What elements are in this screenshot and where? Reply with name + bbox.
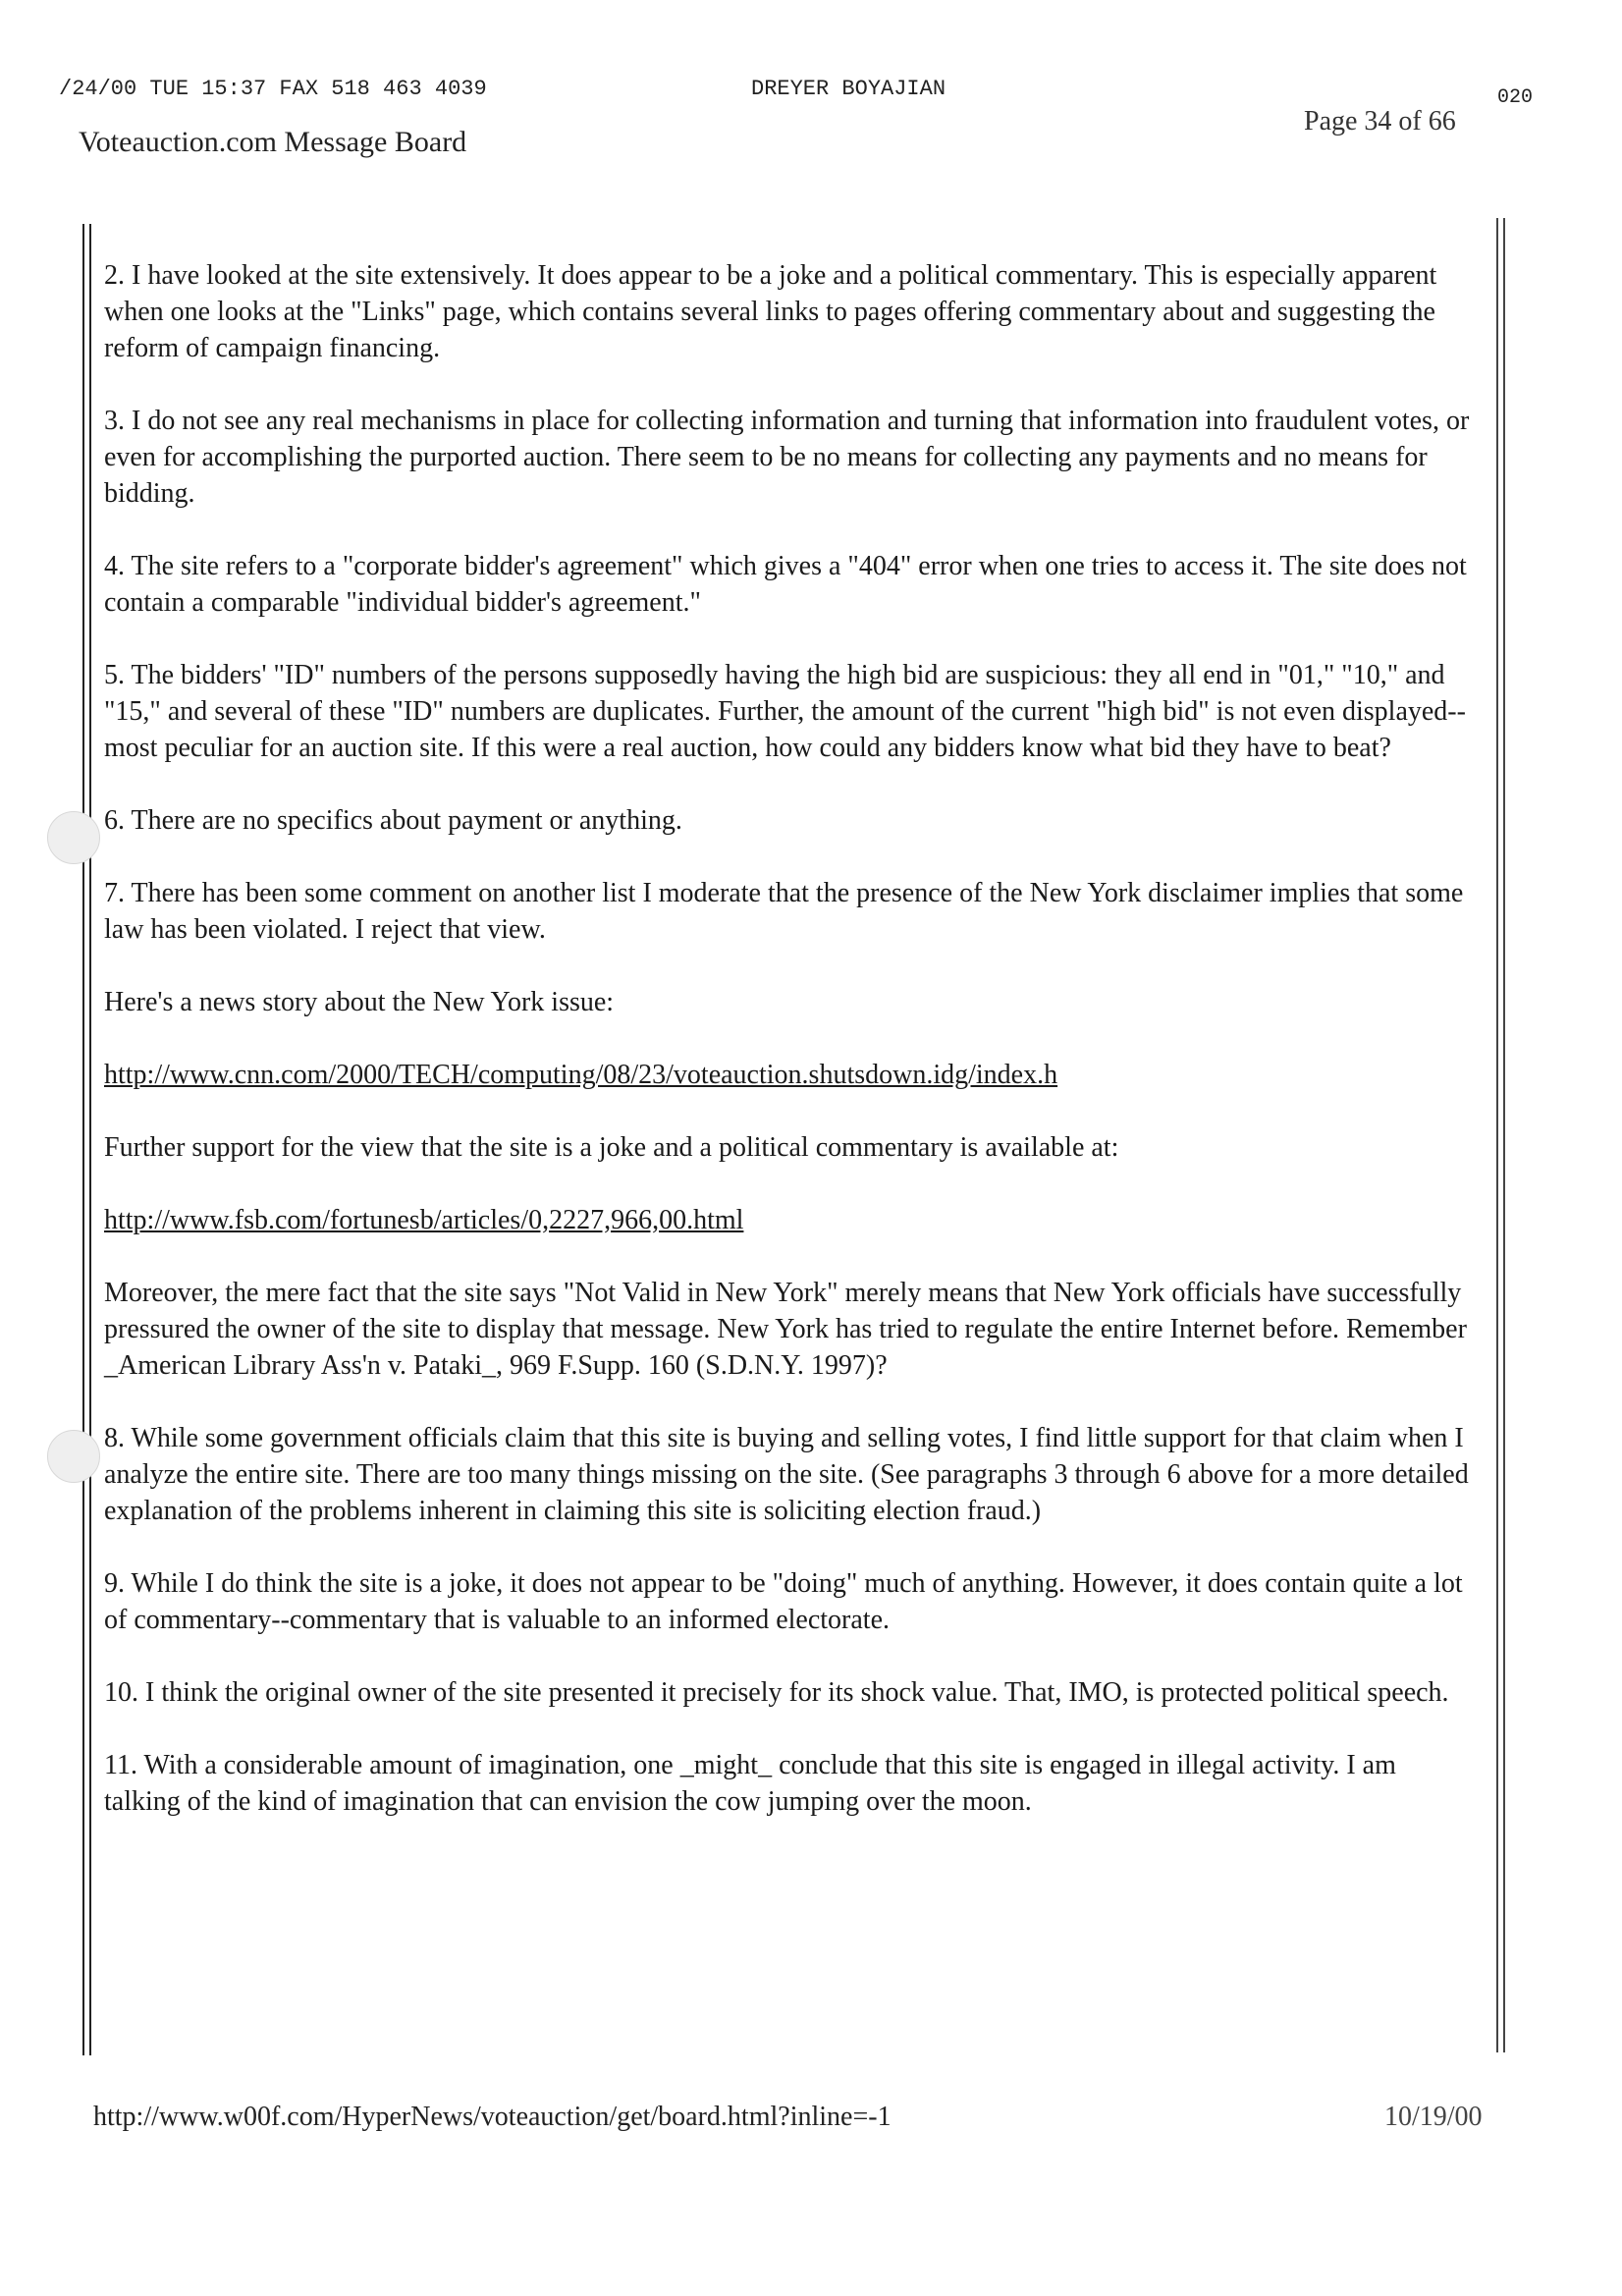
fax-sender: DREYER BOYAJIAN <box>751 77 946 101</box>
fax-page-number: 020 <box>1497 86 1534 109</box>
page-count: Page 34 of 66 <box>1304 106 1456 137</box>
paragraph-10: 10. I think the original owner of the site presented it precisely for its shock value. That, IMO, is protected political speech. <box>104 1677 1449 1708</box>
news-story-intro: Here's a news story about the New York issue: <box>104 987 615 1017</box>
paragraph-5: 5. The bidders' "ID" numbers of the persons supposedly having the high bid are suspicious: they all end in "01," "10," and "15," and several of these "ID" numbers are duplicates. Further, the amount of the current "high bid" is not even displayed--most peculiar for an auction site. If this were a real auction, how could any bidders know what bid they have to beat? <box>104 660 1466 763</box>
footer-url: http://www.w00f.com/HyperNews/voteauction/get/board.html?inline=-1 <box>93 2102 892 2132</box>
punch-hole <box>47 1430 100 1483</box>
paragraph-2: 2. I have looked at the site extensively. It does appear to be a joke and a political commentary. This is especially apparent when one looks at the "Links" page, which contains several links to pages offering commentary about and suggesting the reform of campaign financing. <box>104 260 1437 363</box>
moreover-paragraph: Moreover, the mere fact that the site says "Not Valid in New York" merely means that New York officials have successfully pressured the owner of the site to display that message. New York has tried to regulate the entire Internet before. Remember _American Library Ass'n v. Pataki_, 969 F.Supp. 160 (S.D.N.Y. 1997)? <box>104 1278 1467 1381</box>
footer-date: 10/19/00 <box>1384 2102 1483 2132</box>
paragraph-6: 6. There are no specifics about payment or anything. <box>104 805 682 836</box>
page-title: Voteauction.com Message Board <box>79 126 467 158</box>
paragraph-11: 11. With a considerable amount of imagination, one _might_ conclude that this site is engaged in illegal activity. I am talking of the kind of imagination that can envision the cow jumping over the moon. <box>104 1750 1396 1817</box>
paragraph-3: 3. I do not see any real mechanisms in place for collecting information and turning that information into fraudulent votes, or even for accomplishing the purported auction. There seem to be no means for collecting any payments and no means for bidding. <box>104 406 1470 509</box>
paragraph-8: 8. While some government officials claim that this site is buying and selling votes, I find little support for that claim when I analyze the entire site. There are too many things missing on the site. (See paragraphs 3 through 6 above for a more detailed explanation of the problems inherent in claiming this site is soliciting election fraud.) <box>104 1423 1469 1526</box>
frame-left-border <box>82 224 91 2055</box>
paragraph-9: 9. While I do think the site is a joke, it does not appear to be "doing" much of anything. However, it does contain quite a lot of commentary--commentary that is valuable to an informed electorate. <box>104 1568 1463 1635</box>
paragraph-7: 7. There has been some comment on another list I moderate that the presence of the New York disclaimer implies that some law has been violated. I reject that view. <box>104 878 1464 945</box>
fax-header <box>59 77 1571 109</box>
further-support-intro: Further support for the view that the site is a joke and a political commentary is available at: <box>104 1132 1119 1163</box>
paragraph-4: 4. The site refers to a "corporate bidder's agreement" which gives a "404" error when one tries to access it. The site does not contain a comparable "individual bidder's agreement." <box>104 551 1467 618</box>
cnn-link[interactable]: http://www.cnn.com/2000/TECH/computing/08/23/voteauction.shutsdown.idg/index.h <box>104 1060 1058 1090</box>
punch-hole <box>47 811 100 864</box>
message-body <box>104 257 1479 1856</box>
frame-right-border <box>1496 218 1505 2052</box>
fax-date-time: /24/00 TUE 15:37 FAX 518 463 4039 <box>59 77 487 101</box>
fsb-link[interactable]: http://www.fsb.com/fortunesb/articles/0,2227,966,00.html <box>104 1205 744 1235</box>
